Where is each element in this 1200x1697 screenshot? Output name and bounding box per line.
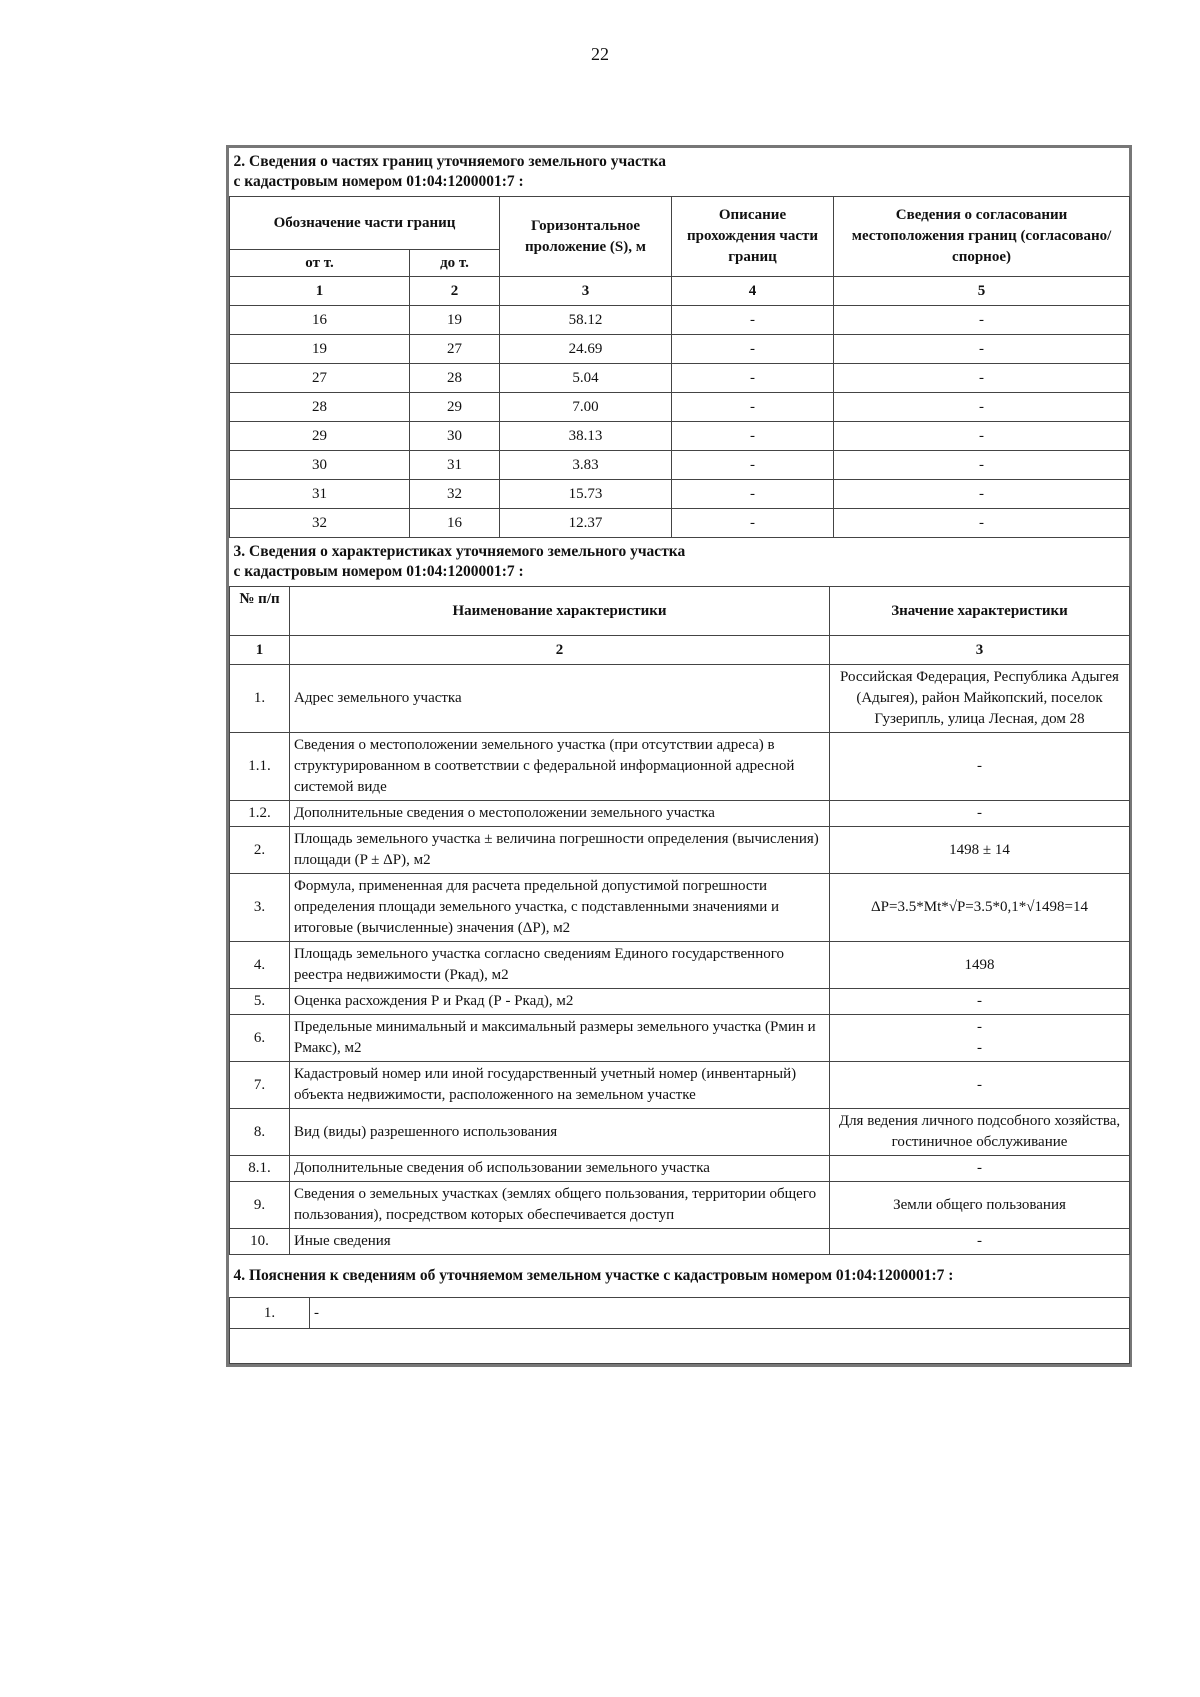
- header-from: от т.: [230, 250, 410, 277]
- page-number: 22: [591, 44, 609, 64]
- boundary-cell: 15.73: [500, 480, 672, 509]
- characteristic-value: -: [830, 989, 1130, 1015]
- section4-rows: [230, 1298, 1130, 1329]
- characteristic-number: 1.: [230, 665, 290, 733]
- boundary-cell: 19: [230, 335, 410, 364]
- characteristic-number: 1.2.: [230, 801, 290, 827]
- boundary-cell: -: [834, 422, 1130, 451]
- boundary-cell: 38.13: [500, 422, 672, 451]
- section4-table: [229, 1255, 1130, 1364]
- characteristic-number: 9.: [230, 1182, 290, 1229]
- note-row: [230, 1298, 1130, 1329]
- boundary-cell: -: [672, 422, 834, 451]
- characteristic-value: -: [830, 1156, 1130, 1182]
- characteristic-name: Предельные минимальный и максимальный размеры земельного участка (Рмин и Рмакс), м2: [290, 1015, 830, 1062]
- boundary-row: [230, 393, 1130, 422]
- characteristic-row: [230, 942, 1130, 989]
- characteristic-name: Дополнительные сведения о местоположении земельного участка: [290, 801, 830, 827]
- characteristic-value: - -: [830, 1015, 1130, 1062]
- boundary-cell: -: [834, 451, 1130, 480]
- characteristic-value: Российская Федерация, Республика Адыгея (Адыгея), район Майкопский, поселок Гузерипль, улица Лесная, дом 28: [830, 665, 1130, 733]
- characteristic-value: -: [830, 1062, 1130, 1109]
- characteristic-row: [230, 874, 1130, 942]
- characteristic-row: [230, 989, 1130, 1015]
- boundary-cell: 5.04: [500, 364, 672, 393]
- boundary-cell: 29: [410, 393, 500, 422]
- section4-title: 4. Пояснения к сведениям об уточняемом земельном участке с кадастровым номером 01:04:1200001:7 :: [230, 1255, 1130, 1298]
- note-number: 1.: [230, 1298, 310, 1329]
- boundary-cell: 16: [410, 509, 500, 538]
- characteristic-number: 8.: [230, 1109, 290, 1156]
- boundary-cell: -: [834, 335, 1130, 364]
- characteristic-row: [230, 1229, 1130, 1255]
- document-frame: [226, 145, 1132, 1367]
- boundary-row: [230, 335, 1130, 364]
- characteristic-number: 6.: [230, 1015, 290, 1062]
- header-to: до т.: [410, 250, 500, 277]
- boundary-cell: 32: [410, 480, 500, 509]
- characteristic-name: Вид (виды) разрешенного использования: [290, 1109, 830, 1156]
- section3-rows: [230, 665, 1130, 1255]
- characteristic-value: -: [830, 733, 1130, 801]
- characteristic-row: [230, 1109, 1130, 1156]
- note-text: -: [310, 1298, 1130, 1329]
- characteristic-row: [230, 1182, 1130, 1229]
- characteristic-row: [230, 1062, 1130, 1109]
- boundary-cell: -: [672, 335, 834, 364]
- boundary-cell: -: [834, 480, 1130, 509]
- section2-title: [230, 148, 1130, 197]
- boundary-cell: -: [672, 509, 834, 538]
- characteristic-name: Дополнительные сведения об использовании земельного участка: [290, 1156, 830, 1182]
- boundary-row: [230, 509, 1130, 538]
- boundary-cell: 31: [230, 480, 410, 509]
- characteristic-name: Оценка расхождения Р и Ркад (Р - Ркад), м2: [290, 989, 830, 1015]
- boundary-cell: 30: [230, 451, 410, 480]
- boundary-cell: -: [834, 364, 1130, 393]
- col-number: 2: [290, 636, 830, 665]
- characteristic-row: [230, 733, 1130, 801]
- characteristic-number: 10.: [230, 1229, 290, 1255]
- boundary-cell: -: [672, 451, 834, 480]
- boundary-cell: 24.69: [500, 335, 672, 364]
- boundary-cell: -: [834, 509, 1130, 538]
- characteristic-number: 5.: [230, 989, 290, 1015]
- section2-rows: [230, 306, 1130, 538]
- section2-table: [229, 148, 1130, 538]
- col-number: 2: [410, 277, 500, 306]
- boundary-cell: 3.83: [500, 451, 672, 480]
- boundary-cell: -: [672, 306, 834, 335]
- header-boundary-part: Обозначение части границ: [230, 197, 500, 250]
- characteristic-row: [230, 827, 1130, 874]
- characteristic-value: Для ведения личного подсобного хозяйства, гостиничное обслуживание: [830, 1109, 1130, 1156]
- characteristic-name: Формула, примененная для расчета предельной допустимой погрешности определения площади земельного участка, с подставленными значениями и итоговые (вычисленные) значения (ΔP), м2: [290, 874, 830, 942]
- characteristic-name: Сведения о земельных участках (землях общего пользования, территории общего пользования), посредством которых обеспечивается доступ: [290, 1182, 830, 1229]
- header-value: Значение характеристики: [830, 587, 1130, 636]
- characteristic-number: 1.1.: [230, 733, 290, 801]
- boundary-cell: -: [672, 480, 834, 509]
- boundary-cell: -: [672, 393, 834, 422]
- boundary-cell: 27: [410, 335, 500, 364]
- characteristic-number: 7.: [230, 1062, 290, 1109]
- characteristic-value: 1498: [830, 942, 1130, 989]
- col-number: 5: [834, 277, 1130, 306]
- boundary-cell: 28: [230, 393, 410, 422]
- characteristic-name: Иные сведения: [290, 1229, 830, 1255]
- section3-table: [229, 538, 1130, 1255]
- header-description: Описание прохождения части границ: [672, 197, 834, 277]
- boundary-row: [230, 306, 1130, 335]
- characteristic-number: 2.: [230, 827, 290, 874]
- characteristic-name: Кадастровый номер или иной государственный учетный номер (инвентарный) объекта недвижимости, расположенного на земельном участке: [290, 1062, 830, 1109]
- boundary-row: [230, 422, 1130, 451]
- boundary-cell: 28: [410, 364, 500, 393]
- header-name: Наименование характеристики: [290, 587, 830, 636]
- characteristic-number: 4.: [230, 942, 290, 989]
- boundary-cell: 16: [230, 306, 410, 335]
- characteristic-row: [230, 1015, 1130, 1062]
- col-number: 3: [500, 277, 672, 306]
- boundary-cell: -: [834, 306, 1130, 335]
- section3-title-line1: 3. Сведения о характеристиках уточняемого земельного участка: [233, 543, 686, 560]
- characteristic-row: [230, 665, 1130, 733]
- header-horizontal: Горизонтальное проложение (S), м: [500, 197, 672, 277]
- empty-row: [230, 1329, 1130, 1364]
- boundary-cell: -: [834, 393, 1130, 422]
- section2-title-line2: с кадастровым номером 01:04:1200001:7 :: [233, 173, 524, 190]
- boundary-cell: 32: [230, 509, 410, 538]
- characteristic-name: Сведения о местоположении земельного участка (при отсутствии адреса) в структурированном в соответствии с федеральной информационной адресной системой виде: [290, 733, 830, 801]
- col-number: 3: [830, 636, 1130, 665]
- section2-title-line1: 2. Сведения о частях границ уточняемого земельного участка: [233, 153, 666, 170]
- boundary-cell: 29: [230, 422, 410, 451]
- boundary-cell: -: [672, 364, 834, 393]
- characteristic-number: 3.: [230, 874, 290, 942]
- characteristic-name: Площадь земельного участка согласно сведениям Единого государственного реестра недвижимости (Ркад), м2: [290, 942, 830, 989]
- boundary-cell: 7.00: [500, 393, 672, 422]
- characteristic-value: Земли общего пользования: [830, 1182, 1130, 1229]
- col-number: 1: [230, 277, 410, 306]
- boundary-cell: 27: [230, 364, 410, 393]
- header-agreement: Сведения о согласовании местоположения границ (согласовано/спорное): [834, 197, 1130, 277]
- boundary-cell: 19: [410, 306, 500, 335]
- characteristic-value: -: [830, 801, 1130, 827]
- section3-title-line2: с кадастровым номером 01:04:1200001:7 :: [233, 563, 524, 580]
- characteristic-value: -: [830, 1229, 1130, 1255]
- boundary-cell: 12.37: [500, 509, 672, 538]
- boundary-cell: 58.12: [500, 306, 672, 335]
- characteristic-value: 1498 ± 14: [830, 827, 1130, 874]
- header-num: № п/п: [230, 587, 290, 636]
- col-number: 1: [230, 636, 290, 665]
- characteristic-value: ΔP=3.5*Mt*√P=3.5*0,1*√1498=14: [830, 874, 1130, 942]
- boundary-row: [230, 480, 1130, 509]
- col-number: 4: [672, 277, 834, 306]
- boundary-row: [230, 451, 1130, 480]
- boundary-cell: 30: [410, 422, 500, 451]
- characteristic-name: Площадь земельного участка ± величина погрешности определения (вычисления) площади (P ± ΔP), м2: [290, 827, 830, 874]
- characteristic-name: Адрес земельного участка: [290, 665, 830, 733]
- boundary-cell: 31: [410, 451, 500, 480]
- boundary-row: [230, 364, 1130, 393]
- characteristic-row: [230, 1156, 1130, 1182]
- section3-title: [230, 538, 1130, 587]
- characteristic-row: [230, 801, 1130, 827]
- characteristic-number: 8.1.: [230, 1156, 290, 1182]
